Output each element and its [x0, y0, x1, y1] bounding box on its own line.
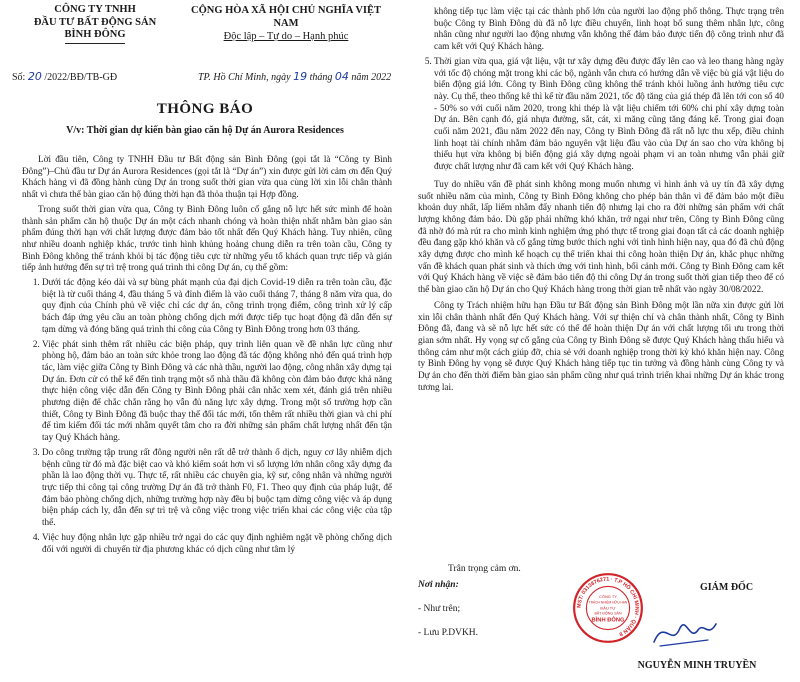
handwritten-month: 04	[334, 70, 349, 83]
list-item: 2. Việc phát sinh thêm rất nhiều các biện pháp, quy trình liên quan về đề nhân lực cũng như phòng hộ, đảm bảo an toàn sức khỏe trong lao động đã tác động không nhỏ đến quá trình hợp tác, làm việc giữa Công ty Bình Đông và các nhà thầu, người lao động, công nhân xây dựng tại Dự án. Đơn cử có thể kể đến tình trạng một số nhà thầu đã không còn đảm bảo được khả năng thực hiện công việc dẫn đến Công ty Bình Đông phải cân nhắc xem xét, đánh giá trên nhiều phương diện để chắc chắn rằng họ vẫn đủ năng lực xây dựng. Trong một số trường hợp cần thiết, Công ty Bình Đông đã buộc thay thế đối tác mới, tốn thêm rất nhiều thời gian và chi phí để tìm kiếm đối tác mới nhằm quyết tâm cho ra đời những sản phẩm chất lượng nhất đến tận tay Quý Khách hàng.	[42, 339, 392, 444]
company-line-2: ĐẦU TƯ BẤT ĐỘNG SẢN	[33, 16, 157, 28]
reasons-list-continued	[418, 6, 784, 173]
list-item: 1. Dưới tác động kéo dài và sự bùng phát mạnh của đại dịch Covid-19 diễn ra trên toàn cầu, đặc biệt là từ cuối tháng 4, đầu tháng 5 và đỉnh điểm là vào cuối tháng 7, tháng 8 năm vừa qua, do quy định của Chính phủ về việc chỉ các dự án, công trình trọng điểm, công trình xử lý cấp bách đáp ứng yêu cầu an toàn phòng chống dịch mới được tiếp tục hoạt động đã dẫn đến sự tạm dừng và đóng băng quá trình thi công của Công ty Bình Đông trong hơn 03 tháng.	[42, 277, 392, 336]
list-item: 5. Thời gian vừa qua, giá vật liệu, vật tư xây dựng đều được đẩy lên cao và leo thang hàng ngày với tốc độ chóng mặt trong khi các bộ, ngành vẫn chưa có hướng dẫn về việc bù giá vật liệu do biến động giá lớn. Công ty Bình Đông cũng không thể tránh khỏi luồng ảnh hưởng tiêu cực này. Cụ thể, theo thống kê thì kể từ đầu năm 2021, tốc độ tăng của giá thép đã lên tới con số 40 - 50% so với cuối năm 2020, trong khi thép là vật liệu chiếm tới 60% chi phí xây dựng toàn Dự án. Bên cạnh đó, giá nhựa đường, sắt, cát, xi măng cũng tăng đáng kể. Trong giai đoạn cuối năm 2021, đầu năm 2022 đến nay, Công ty Bình Đông đã rất nỗ lực thu xếp, điều chỉnh linh hoạt tài chính nhằm đảm bảo nguyên vật liệu đầu vào của Dự án sao cho vừa không bị thiếu hụt vừa không bị biến động giá xây dựng ngoài phạm vi an toàn nhưng vẫn phải giữ được chất lượng như đã cam kết với Quý Khách hàng.	[434, 56, 784, 173]
company-line-1: CÔNG TY TNHH	[54, 4, 136, 15]
list-item: 4. Việc huy động nhân lực gặp nhiều trở ngại do các quy định nghiêm ngặt về phòng chống dịch đối với người di chuyển từ địa phương khác có dịch cũng như tâm lý	[42, 532, 392, 555]
document-subject: V/v: Thời gian dự kiến bàn giao căn hộ Dự án Aurora Residences	[66, 125, 344, 136]
document-number: Số: 20 /2022/BĐ/TB-GĐ	[12, 70, 118, 83]
recipient: - Lưu P.DVKH.	[418, 628, 479, 638]
signer-position: GIÁM ĐỐC	[700, 582, 754, 593]
svg-text:BÌNH ĐÔNG: BÌNH ĐÔNG	[591, 617, 625, 624]
left-column-body	[22, 154, 392, 558]
stamp-ring-text: MST: 0313876271 · T.P HỒ CHÍ MINH · QUẬN 8	[576, 576, 640, 637]
svg-text:ĐẦU TƯ: ĐẦU TƯ	[600, 605, 616, 611]
signer-name: NGUYỄN MINH TRUYỀN	[637, 660, 757, 671]
national-motto: Độc lập – Tự do – Hạnh phúc	[223, 31, 349, 42]
recipients-block	[418, 578, 568, 650]
handwritten-number: 20	[27, 70, 42, 83]
signature-icon	[650, 612, 720, 652]
closing-line: Trân trọng cảm ơn.	[448, 564, 521, 574]
place-date: TP. Hồ Chí Minh, ngày 19 tháng 04 năm 2022	[198, 70, 392, 83]
paragraph: Công ty Trách nhiệm hữu hạn Đầu tư Bất động sản Bình Đông một lần nữa xin được gửi lời xin lỗi chân thành nhất đến Quý Khách hàng. Với sự thiện chí và chân thành nhất, Công ty Bình Đông đã, đang và sẽ nỗ lực hết sức có thể để hoàn thiện Dự án với chất lượng tối ưu trong thời gian sớm nhất. Hy vọng sự cố gắng của Công ty Bình Đông sẽ được Quý Khách hàng thấu hiểu và thông cảm như một cách giúp đỡ, chia sẻ với doanh nghiệp trong thời kỳ khó khăn hiện nay. Công ty Bình Đông hy vọng sẽ được Quý Khách hàng tiếp tục tin tưởng và đồng hành cùng Công ty và Dự án cho đến thời điểm bàn giao sản phẩm cũng như quá trình triển khai những Dự án khác trong tương lai.	[418, 299, 784, 392]
paragraph: Lời đầu tiên, Công ty TNHH Đầu tư Bất động sản Bình Đông (gọi tắt là “Công ty Bình Đông”)–Chủ đầu tư Dự án Aurora Residences (gọi tắt là “Dự án”) xin được gửi lời cảm ơn đến Quý Khách hàng vì đã đồng hành cùng Dự án trong suốt thời gian vừa qua cùng lời xin lỗi chân thành nhất vì chưa thể bàn giao căn hộ đúng thời hạn đã thỏa thuận tại Hợp đồng.	[22, 154, 392, 200]
recipient: - Như trên;	[418, 604, 461, 614]
company-stamp-icon	[572, 572, 644, 644]
document-title: THÔNG BÁO	[156, 101, 254, 117]
national-header	[182, 4, 390, 43]
svg-text:BẤT ĐỘNG SẢN: BẤT ĐỘNG SẢN	[594, 611, 622, 616]
header-rule	[65, 43, 125, 44]
list-item: 3. Do công trường tập trung rất đông người nên rất dễ trở thành ổ dịch, nguy cơ lây nhiễm dịch bệnh cũng từ đó mà đặc biệt cao và khó kiểm soát hơn vì số lượng lớn nhân công xây dựng đa phần là lao động thời vụ. Thực tế, rất nhiều các chuyên gia, kỹ sư, công nhân và những người trực tiếp thi công tại công trường Dự án đã trở thành F0, F1. Theo quy định của pháp luật, để đảm bảo phòng chống dịch, những trường hợp này đều bị buộc tạm dừng công việc và áp dụng biện pháp cách ly, dẫn đến sự trì trệ và công việc trong việc triển khai các công việc của tập thể.	[42, 447, 392, 529]
right-column-body	[418, 6, 784, 398]
paragraph: Tuy do nhiều vấn đề phát sinh không mong muốn nhưng vì hình ảnh và uy tín đã xây dựng suốt nhiều năm của mình, Công ty Bình Đông không cho phép bản thân vì để đảm bảo một điều khoản duy nhất, lấp liếm nhằm đẩy nhanh tiến độ nhưng lại cho ra đời những sản phẩm với chất lượng không đảm bảo. Dù gặp phải những khó khăn, trở ngại như trên, Công ty Bình Đông cũng đã nhờ đó mà rút ra cho mình kinh nghiệm ứng phó thực tế trong giai đoạn tất cả các doanh nghiệp đều đang gặp khó khăn và cố gắng từng bước thích nghi với tình hình hiện nay, qua đó đã chủ động xây dựng được cho mình kế hoạch cụ thể triển khai thi công hoàn thiện Dự án, khắc phục những vấn đề khách quan phát sinh và thích ứng với tình hình, bối cảnh mới. Công ty Bình Đông cam kết với Quý Khách hàng về việc sẽ đảm bảo tiến độ thi công Dự án trong suốt thời gian tiếp theo để có thể bàn giao căn hộ Dự án cho Quý Khách hàng trong thời gian trễ nhất vào ngày 30/08/2022.	[418, 178, 784, 295]
paragraph: Trong suốt thời gian vừa qua, Công ty Bình Đông luôn cố gắng nỗ lực hết sức mình để hoàn thành sản phẩm căn hộ thuộc Dự án một cách nhanh chóng và hoàn thiện nhất nhằm bàn giao sản phẩm đúng thời hạn với chất lượng được đảm bảo tốt nhất đến Quý Khách hàng. Tuy nhiên, cũng như nhiều doanh nghiệp khác, trước tình hình khủng hoảng chung diễn ra trên toàn cầu, Công ty Bình Đông không thể tránh khỏi bị tác động tiêu cực từ những yếu tố khách quan trực tiếp và gián tiếp ảnh hưởng đến sự trì trệ trong quá trình thi công Dự án, cụ thể gồm:	[22, 203, 392, 273]
reasons-list	[22, 277, 392, 555]
svg-text:TRÁCH NHIỆM HỮU HẠN: TRÁCH NHIỆM HỮU HẠN	[588, 600, 628, 605]
nation-title: CỘNG HÒA XÃ HỘI CHỦ NGHĨA VIỆT NAM	[191, 5, 381, 29]
list-item: không tiếp tục làm việc tại các thành phố lớn của người lao động phổ thông. Thực trạng trên buộc Công ty Bình Đông dù đã nỗ lực điều chuyển, linh hoạt bổ sung thêm nhân lực, công nhân cũng như người lao động nhưng vẫn không thể đảm bảo được tiến độ công trình như đã cam kết với Quý Khách hàng.	[434, 6, 784, 52]
recipients-label: Nơi nhận:	[418, 580, 459, 590]
svg-text:CÔNG TY: CÔNG TY	[599, 593, 617, 599]
handwritten-day: 19	[293, 70, 308, 83]
company-header	[20, 4, 170, 46]
company-line-3: BÌNH ĐÔNG	[64, 29, 126, 40]
